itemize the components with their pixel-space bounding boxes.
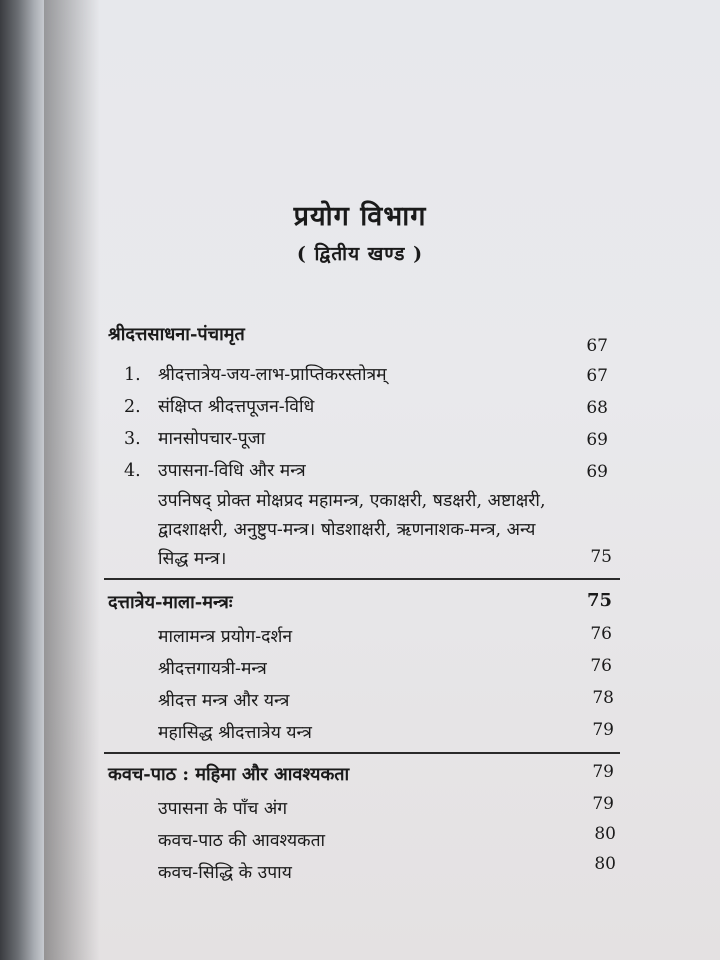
section-divider — [104, 578, 620, 580]
item-title: संक्षिप्त श्रीदत्तपूजन-विधि — [158, 397, 315, 417]
section-3-page: 79 — [592, 762, 614, 782]
item-number: 3. — [124, 429, 141, 449]
toc-item — [124, 426, 265, 450]
item-page: 79 — [592, 720, 614, 740]
page-title: प्रयोग विभाग — [293, 201, 427, 232]
toc-item — [124, 362, 387, 386]
toc-item: श्रीदत्त मन्त्र और यन्त्र — [158, 691, 290, 711]
item-page: 67 — [586, 366, 608, 386]
section-1-title: श्रीदत्तसाधना-पंचामृत — [108, 324, 245, 345]
page-subtitle: ( द्वितीय खण्ड ) — [296, 243, 424, 265]
item-page: 76 — [590, 656, 612, 676]
note-line-1: उपनिषद् प्रोक्त मोक्षप्रद महामन्त्र, एकाक्षरी, षडक्षरी, अष्टाक्षरी, — [158, 491, 546, 511]
item-title: श्रीदत्तात्रेय-जय-लाभ-प्राप्तिकरस्तोत्रम् — [158, 365, 387, 385]
item-number: 2. — [124, 397, 141, 417]
item-title: उपासना-विधि और मन्त्र — [158, 461, 306, 481]
item-page: 79 — [592, 794, 614, 814]
item-page: 80 — [594, 854, 616, 874]
note-line-3: सिद्ध मन्त्र। — [158, 549, 227, 569]
item-page: 80 — [594, 824, 616, 844]
toc-item: कवच-पाठ की आवश्यकता — [158, 831, 326, 851]
section-divider — [104, 752, 620, 754]
toc-item: श्रीदत्तगायत्री-मन्त्र — [158, 659, 267, 679]
section-2-title: दत्तात्रेय-माला-मन्त्रः — [108, 592, 233, 613]
section-2-page: 75 — [586, 590, 612, 611]
toc-item — [124, 394, 314, 418]
section-1-page: 67 — [586, 336, 608, 356]
toc-item — [124, 458, 306, 482]
item-title: मानसोपचार-पूजा — [158, 429, 266, 449]
item-page: 78 — [592, 688, 614, 708]
item-number: 4. — [124, 461, 141, 481]
spine-shadow — [44, 0, 100, 960]
item-page: 76 — [590, 624, 612, 644]
item-number: 1. — [124, 365, 141, 385]
toc-item: उपासना के पाँच अंग — [158, 799, 288, 819]
item-page: 68 — [586, 398, 608, 418]
toc-item: मालामन्त्र प्रयोग-दर्शन — [158, 627, 293, 647]
note-page: 75 — [590, 547, 612, 567]
toc-item: महासिद्ध श्रीदत्तात्रेय यन्त्र — [158, 723, 312, 743]
item-page: 69 — [586, 462, 608, 482]
item-page: 69 — [586, 430, 608, 450]
toc-item: कवच-सिद्धि के उपाय — [158, 863, 292, 883]
section-3-title: कवच-पाठ : महिमा और आवश्यकता — [108, 764, 350, 785]
note-line-2: द्वादशाक्षरी, अनुष्टुप-मन्त्र। षोडशाक्षरी, ऋणनाशक-मन्त्र, अन्य — [158, 520, 536, 540]
